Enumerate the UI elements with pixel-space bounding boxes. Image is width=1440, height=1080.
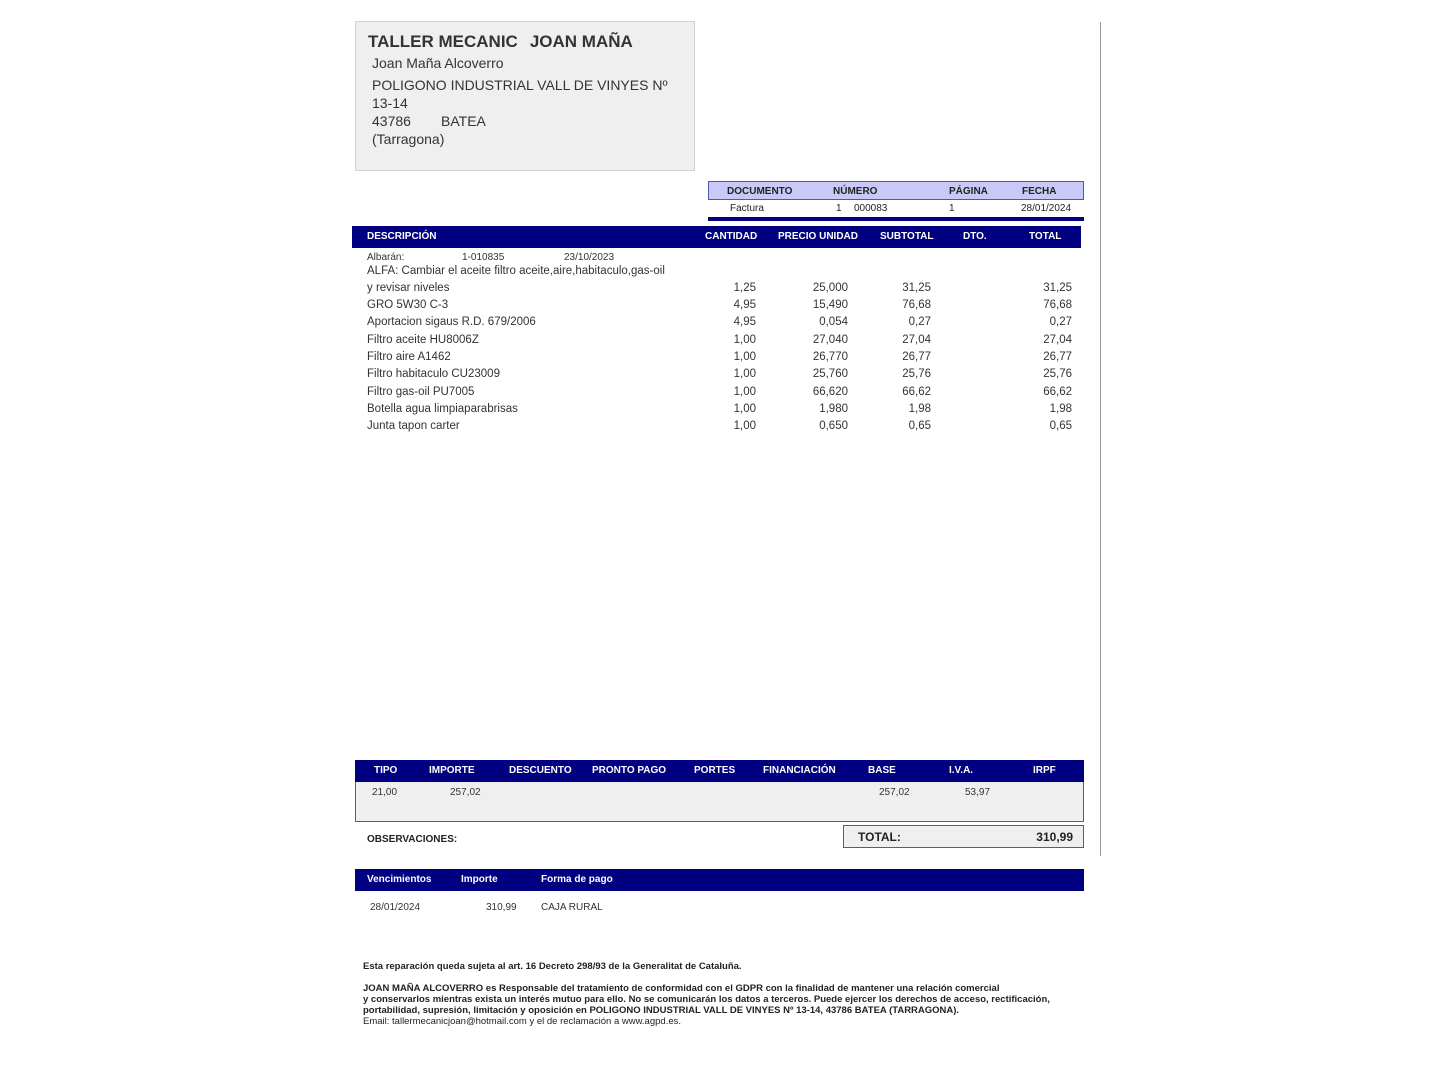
item-description: GRO 5W30 C-3: [367, 299, 449, 311]
item-total: 1,98: [1049, 403, 1072, 415]
document-page: 1: [949, 203, 955, 214]
payment-row: [355, 902, 1084, 918]
item-precio: 1,980: [819, 403, 848, 415]
item-cantidad: 1,00: [733, 334, 756, 346]
item-total: 0,27: [1049, 316, 1072, 328]
table-row: [0, 282, 1440, 299]
item-total: 25,76: [1043, 368, 1072, 380]
item-description: Junta tapon carter: [367, 420, 460, 432]
document-date: 28/01/2024: [1021, 203, 1072, 214]
item-subtotal: 0,27: [908, 316, 931, 328]
item-description: Filtro habitaculo CU23009: [367, 368, 500, 380]
item-description: y revisar niveles: [367, 282, 450, 294]
item-subtotal: 27,04: [902, 334, 931, 346]
col-tipo: TIPO: [374, 765, 398, 776]
col-pronto-pago: PRONTO PAGO: [592, 765, 667, 776]
item-subtotal: 25,76: [902, 368, 931, 380]
item-cantidad: 4,95: [733, 299, 756, 311]
table-row: [0, 403, 1440, 420]
item-description: Filtro aire A1462: [367, 351, 451, 363]
table-row: [0, 316, 1440, 333]
document-serie: 1: [836, 203, 842, 214]
header-documento: DOCUMENTO: [727, 186, 793, 197]
legal-gdpr-line3: portabilidad, supresión, limitación y oposición en POLIGONO INDUSTRIAL VALL DE VINYES Nº 13-14, 43786 BATEA (TARRAGONA).: [363, 1005, 960, 1016]
col-base: BASE: [868, 765, 896, 776]
albaran-date: 23/10/2023: [564, 252, 615, 263]
item-cantidad: 1,00: [733, 351, 756, 363]
item-precio: 15,490: [812, 299, 848, 311]
table-row: [0, 420, 1440, 437]
company-name: [368, 32, 682, 52]
item-cantidad: 4,95: [733, 316, 756, 328]
company-zip-city: [372, 112, 682, 130]
item-subtotal: 0,65: [908, 420, 931, 432]
albaran-number: 1-010835: [462, 252, 505, 263]
grand-total-label: TOTAL:: [858, 830, 901, 844]
item-cantidad: 1,00: [733, 386, 756, 398]
col-descripcion: DESCRIPCIÓN: [367, 231, 437, 242]
col-subtotal: SUBTOTAL: [880, 231, 934, 242]
item-description: Filtro gas-oil PU7005: [367, 386, 475, 398]
item-precio: 26,770: [812, 351, 848, 363]
item-subtotal: 31,25: [902, 282, 931, 294]
item-cantidad: 1,00: [733, 368, 756, 380]
items-table-header: [352, 226, 1081, 248]
col-iva: I.V.A.: [949, 765, 974, 776]
company-zip: 43786: [372, 113, 411, 129]
totals-importe: 257,02: [450, 787, 481, 798]
item-total: 26,77: [1043, 351, 1072, 363]
item-total: 27,04: [1043, 334, 1072, 346]
item-precio: 25,760: [812, 368, 848, 380]
table-row: [0, 386, 1440, 403]
item-cantidad: 1,00: [733, 403, 756, 415]
item-subtotal: 66,62: [902, 386, 931, 398]
header-fecha: FECHA: [1022, 186, 1057, 197]
col-cantidad: CANTIDAD: [705, 231, 758, 242]
document-number: 000083: [854, 203, 888, 214]
item-description: Aportacion sigaus R.D. 679/2006: [367, 316, 536, 328]
document-meta: [708, 181, 1084, 221]
document-type: Factura: [730, 203, 764, 214]
legal-gdpr-line2: y conservarlos mientras exista un interés mutuo para ello. No se comunicarán los datos a terceros. Puede ejercer los derechos de acceso, rectificación,: [363, 994, 1050, 1005]
col-forma-pago: Forma de pago: [541, 874, 613, 885]
totals-tipo: 21,00: [372, 787, 398, 798]
header-pagina: PÁGINA: [949, 186, 988, 197]
totals-base: 257,02: [879, 787, 910, 798]
col-descuento: DESCUENTO: [509, 765, 572, 776]
table-row: [0, 265, 1440, 282]
company-owner: Joan Maña Alcoverro: [372, 55, 504, 71]
col-portes: PORTES: [694, 765, 736, 776]
item-precio: 0,054: [819, 316, 848, 328]
col-pay-importe: Importe: [461, 874, 498, 885]
payment-method: CAJA RURAL: [541, 902, 603, 913]
payment-amount: 310,99: [486, 902, 517, 913]
legal-contact-email: Email: tallermecanicjoan@hotmail.com y el de reclamación a www.agpd.es.: [363, 1016, 682, 1027]
item-description: Botella agua limpiaparabrisas: [367, 403, 518, 415]
item-precio: 66,620: [812, 386, 848, 398]
col-importe: IMPORTE: [429, 765, 475, 776]
item-total: 66,62: [1043, 386, 1072, 398]
company-address: POLIGONO INDUSTRIAL VALL DE VINYES Nº 13-14: [372, 77, 668, 111]
document-meta-bar: [708, 217, 1084, 221]
payments-table-header: [355, 869, 1084, 891]
table-row: [0, 299, 1440, 316]
grand-total-value: 310,99: [1036, 830, 1073, 844]
col-total: TOTAL: [1029, 231, 1062, 242]
item-description: ALFA: Cambiar el aceite filtro aceite,aire,habitaculo,gas-oil: [367, 265, 665, 277]
company-name-part2: JOAN MAÑA: [529, 32, 633, 51]
observaciones-label: OBSERVACIONES:: [367, 834, 458, 845]
item-total: 0,65: [1049, 420, 1072, 432]
table-row: [0, 351, 1440, 368]
table-row: [0, 368, 1440, 385]
item-precio: 27,040: [812, 334, 848, 346]
legal-decree-notice: Esta reparación queda sujeta al art. 16 Decreto 298/93 de la Generalitat de Cataluña.: [363, 961, 742, 972]
company-info-box: [355, 21, 695, 171]
payment-date: 28/01/2024: [370, 902, 421, 913]
totals-table-body: [355, 782, 1084, 822]
col-vencimientos: Vencimientos: [367, 874, 432, 885]
totals-iva: 53,97: [965, 787, 991, 798]
col-precio: PRECIO UNIDAD: [778, 231, 859, 242]
item-subtotal: 1,98: [908, 403, 931, 415]
col-dto: DTO.: [963, 231, 987, 242]
item-subtotal: 76,68: [902, 299, 931, 311]
document-meta-row: [708, 200, 1084, 217]
company-name-part1: TALLER MECANIC: [368, 32, 518, 51]
company-province: (Tarragona): [372, 131, 445, 147]
col-irpf: IRPF: [1033, 765, 1056, 776]
header-numero: NÚMERO: [833, 186, 878, 197]
company-city: BATEA: [441, 113, 486, 129]
item-subtotal: 26,77: [902, 351, 931, 363]
legal-gdpr-line1: JOAN MAÑA ALCOVERRO es Responsable del tratamiento de conformidad con el GDPR con la finalidad de mantener una relación comercial: [363, 983, 1000, 994]
item-total: 31,25: [1043, 282, 1072, 294]
grand-total-box: [843, 825, 1084, 848]
item-cantidad: 1,00: [733, 420, 756, 432]
item-precio: 0,650: [819, 420, 848, 432]
col-financiacion: FINANCIACIÓN: [763, 765, 836, 776]
albaran-label: Albarán:: [367, 252, 405, 263]
item-description: Filtro aceite HU8006Z: [367, 334, 479, 346]
item-total: 76,68: [1043, 299, 1072, 311]
totals-table-header: [355, 760, 1084, 782]
table-row: [0, 334, 1440, 351]
document-meta-header: [708, 181, 1084, 200]
item-precio: 25,000: [812, 282, 848, 294]
page-right-border: [1100, 22, 1101, 856]
item-cantidad: 1,25: [733, 282, 756, 294]
